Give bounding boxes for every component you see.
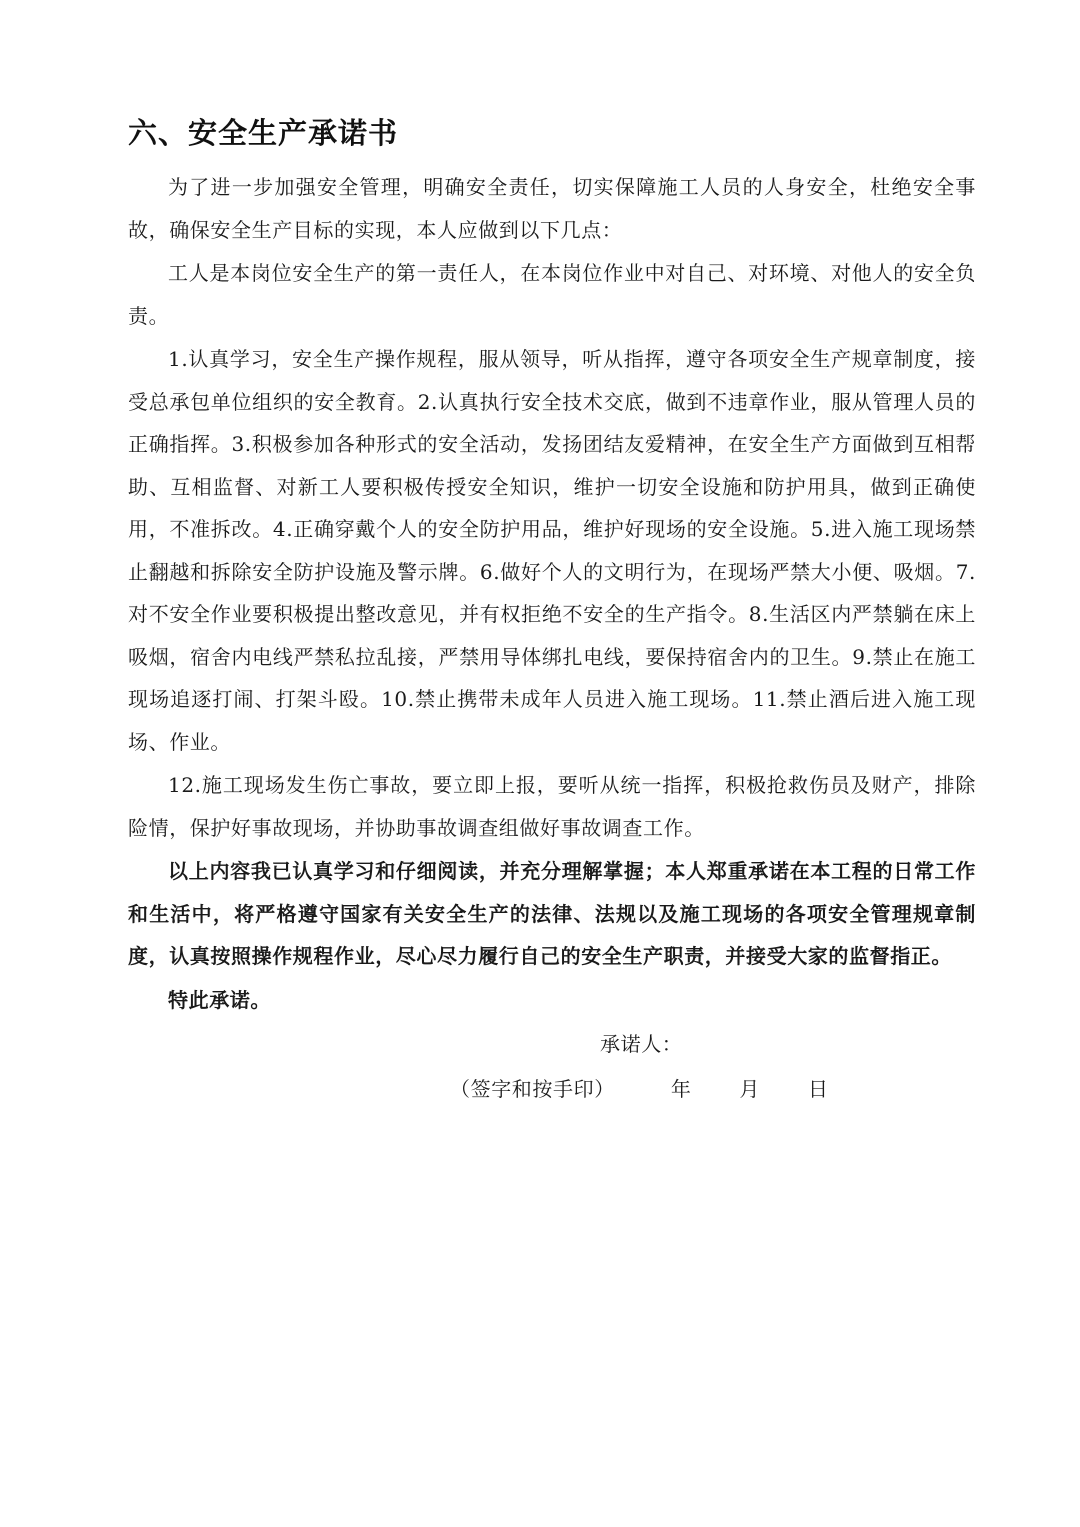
accident-paragraph: 12.施工现场发生伤亡事故，要立即上报，要听从统一指挥，积极抢救伤员及财产，排除险情，保护好事故现场，并协助事故调查组做好事故调查工作。: [128, 773, 976, 840]
pledge-paragraph: 以上内容我已认真学习和仔细阅读，并充分理解掌握；本人郑重承诺在本工程的日常工作和生活中，将严格遵守国家有关安全生产的法律、法规以及施工现场的各项安全管理规章制度，认真按照操作规程作业，尽心尽力履行自己的安全生产职责，并接受大家的监督指正。: [128, 859, 976, 968]
document-title: 六、安全生产承诺书: [128, 116, 399, 150]
signer-label: 承诺人：: [600, 1032, 683, 1056]
document-page: [128, 110, 976, 1110]
sign-note: （签字和按手印）: [450, 1076, 615, 1101]
day-label: 日: [808, 1076, 829, 1101]
responsibility-paragraph: 工人是本岗位安全生产的第一责任人，在本岗位作业中对自己、对环境、对他人的安全负责。: [128, 261, 976, 328]
year-label: 年: [670, 1076, 692, 1101]
closing-paragraph: 特此承诺。: [168, 987, 271, 1012]
month-label: 月: [739, 1076, 761, 1101]
intro-paragraph: 为了进一步加强安全管理，明确安全责任，切实保障施工人员的人身安全，杜绝安全事故，确保安全生产目标的实现，本人应做到以下几点：: [128, 175, 976, 242]
signature-date-line: [128, 1068, 976, 1111]
rules-paragraph: 1.认真学习，安全生产操作规程，服从领导，听从指挥，遵守各项安全生产规章制度，接受总承包单位组织的安全教育。2.认真执行安全技术交底，做到不违章作业，服从管理人员的正确指挥。3.积极参加各种形式的安全活动，发扬团结友爱精神，在安全生产方面做到互相帮助、互相监督、对新工人要积极传授安全知识，维护一切安全设施和防护用具，做到正确使用，不准拆改。4.正确穿戴个人的安全防护用品，维护好现场的安全设施。5.进入施工现场禁止翻越和拆除安全防护设施及警示牌。6.做好个人的文明行为，在现场严禁大小便、吸烟。7.对不安全作业要积极提出整改意见，并有权拒绝不安全的生产指令。8.生活区内严禁躺在床上吸烟，宿舍内电线严禁私拉乱接，严禁用导体绑扎电线，要保持宿舍内的卫生。9.禁止在施工现场追逐打闹、打架斗殴。10.禁止携带未成年人员进入施工现场。11.禁止酒后进入施工现场、作业。: [128, 347, 976, 754]
